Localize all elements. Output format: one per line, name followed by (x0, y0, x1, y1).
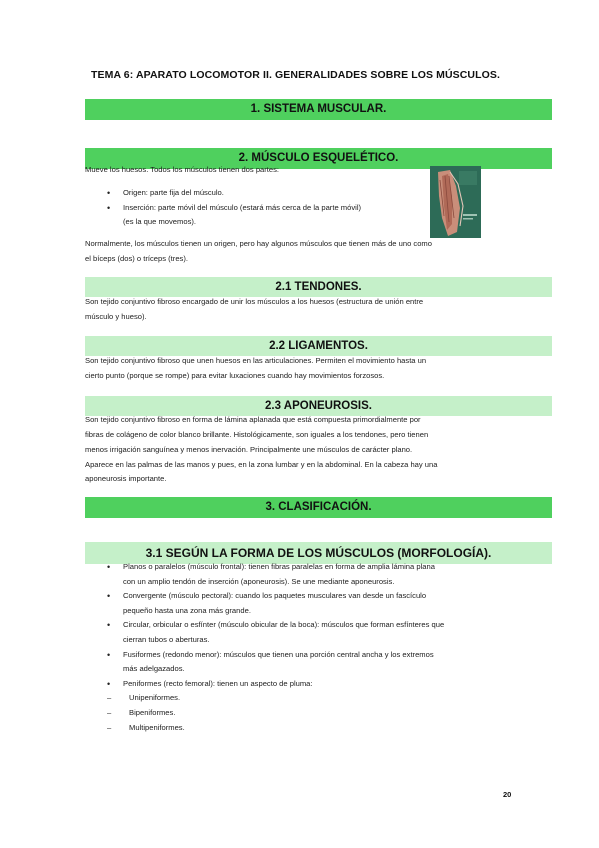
list-item-text: Inserción: parte móvil del músculo (estará más cerca de la parte móvil) (123, 202, 362, 212)
subsection-heading-morfologia: 3.1 SEGÚN LA FORMA DE LOS MÚSCULOS (MORFOLOGÍA). (85, 542, 552, 564)
bullet-icon: • (107, 649, 111, 660)
section-heading-musculo-esqueletico: 2. MÚSCULO ESQUELÉTICO. (85, 148, 552, 169)
bullet-icon: • (107, 202, 111, 213)
parts-list (107, 186, 361, 230)
morphology-list (107, 560, 537, 735)
list-item (107, 648, 537, 663)
page-number: 20 (503, 790, 512, 799)
list-item-continuation (107, 575, 537, 590)
page-title: TEMA 6: APARATO LOCOMOTOR II. GENERALIDADES SOBRE LOS MÚSCULOS. (91, 69, 501, 81)
aponeurosis-line-1: Son tejido conjuntivo fibroso en forma de lámina aplanada que está compuesta primordialmente por (85, 415, 421, 424)
tendones-line-2: músculo y hueso). (85, 312, 147, 321)
sublist-item-text: Bipeniformes. (129, 707, 176, 717)
list-item-text: Circular, orbicular o esfínter (músculo obicular de la boca): músculos que forman esfínteres que (123, 620, 445, 630)
list-item-continuation (107, 633, 537, 648)
dash-icon: – (107, 707, 112, 717)
sublist-item (107, 706, 537, 721)
aponeurosis-line-4: Aparece en las palmas de las manos y pues, en la zona lumbar y en la abdominal. En la cabeza hay una (85, 460, 438, 469)
section-heading-sistema-muscular: 1. SISTEMA MUSCULAR. (85, 99, 552, 120)
ligamentos-line-1: Son tejido conjuntivo fibroso que unen huesos en las articulaciones. Permiten el movimiento hasta un (85, 356, 427, 365)
sublist-item (107, 691, 537, 706)
sublist-item-text: Unipeniformes. (129, 693, 181, 703)
list-item (107, 618, 537, 633)
list-item-text: más adelgazados. (123, 664, 185, 674)
list-item (107, 560, 537, 575)
list-item (107, 201, 361, 216)
list-item-text: Planos o paralelos (músculo frontal): tienen fibras paralelas en forma de amplia lámina plana (123, 562, 435, 571)
subsection-heading-tendones: 2.1 TENDONES. (85, 277, 552, 297)
list-item (107, 677, 537, 735)
subsection-heading-ligamentos: 2.2 LIGAMENTOS. (85, 336, 552, 356)
list-item-text: Fusiformes (redondo menor): músculos que tienen una porción central ancha y los extremos (123, 649, 434, 659)
aponeurosis-line-5: aponeurosis importante. (85, 474, 167, 483)
subsection-heading-aponeurosis: 2.3 APONEUROSIS. (85, 396, 552, 416)
sublist-item-text: Multipeniformes. (129, 722, 185, 732)
bullet-icon: • (107, 188, 111, 198)
paragraph-intro: Mueve los huesos. Todos los músculos tienen dos partes: (85, 165, 280, 174)
bullet-icon: • (107, 562, 111, 572)
list-item-text: con un amplio tendón de inserción (aponeurosis). Se une mediante aponeurosis. (123, 576, 395, 586)
bullet-icon: • (107, 591, 111, 602)
aponeurosis-line-2: fibras de colágeno de color blanco brillante. Histológicamente, son iguales a los tendones, pero tienen (85, 430, 429, 439)
list-item-text: cierran tubos o aberturas. (123, 634, 210, 644)
paragraph-note-line-1: Normalmente, los músculos tienen un origen, pero hay algunos músculos que tienen más de uno como (85, 239, 432, 248)
bullet-icon: • (107, 678, 111, 689)
list-item-continuation (107, 215, 361, 230)
aponeurosis-line-3: menos irrigación sanguínea y menos inervación. Principalmente une músculos de carácter plano. (85, 445, 413, 454)
list-item-text: Origen: parte fija del músculo. (123, 188, 224, 197)
list-item-text: pequeño hasta una zona más grande. (123, 605, 251, 615)
ligamentos-line-2: cierto punto (porque se rompe) para evitar luxaciones cuando hay movimientos forzosos. (85, 371, 385, 380)
paragraph-note-line-2: el bíceps (dos) o tríceps (tres). (85, 254, 188, 263)
list-item (107, 589, 537, 604)
bullet-icon: • (107, 620, 111, 631)
sublist-item (107, 721, 537, 736)
muscle-anatomy-image (430, 166, 481, 238)
list-item (107, 186, 361, 201)
dash-icon: – (107, 722, 112, 732)
list-item-continuation (107, 662, 537, 677)
section-heading-clasificacion: 3. CLASIFICACIÓN. (85, 497, 552, 518)
peniform-sublist (107, 691, 537, 735)
list-item-text: (es la que movemos). (123, 217, 197, 227)
list-item-text: Peniformes (recto femoral): tienen un aspecto de pluma: (123, 678, 313, 688)
list-item-continuation (107, 604, 537, 619)
list-item-text: Convergente (músculo pectoral): cuando los paquetes musculares van desde un fascículo (123, 591, 427, 601)
dash-icon: – (107, 693, 112, 703)
tendones-line-1: Son tejido conjuntivo fibroso encargado de unir los músculos a los huesos (estructura de unión entre (85, 297, 424, 306)
